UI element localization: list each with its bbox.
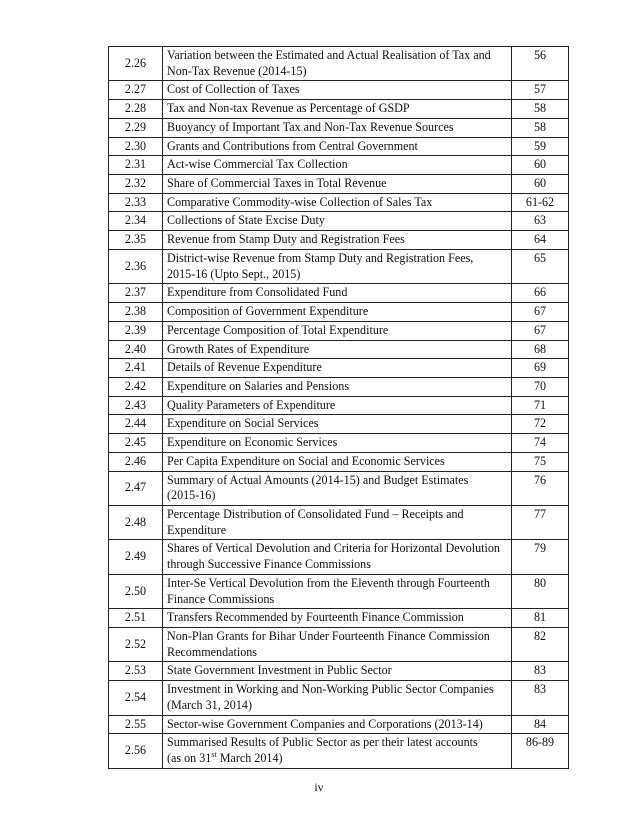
page-reference: 81 xyxy=(512,609,569,628)
table-row xyxy=(109,505,569,539)
table-title xyxy=(163,471,512,505)
page-reference: 65 xyxy=(512,249,569,283)
page-reference: 71 xyxy=(512,396,569,415)
table-number: 2.53 xyxy=(109,662,163,681)
table-row xyxy=(109,249,569,283)
page-reference: 58 xyxy=(512,100,569,119)
table-title xyxy=(163,303,512,322)
table-row xyxy=(109,137,569,156)
page-reference: 57 xyxy=(512,81,569,100)
table-number: 2.40 xyxy=(109,340,163,359)
table-title xyxy=(163,434,512,453)
table-row xyxy=(109,284,569,303)
table-number: 2.32 xyxy=(109,175,163,194)
table-row xyxy=(109,175,569,194)
page-reference: 69 xyxy=(512,359,569,378)
table-title-line: Variation between the Estimated and Actual Realisation of Tax and xyxy=(167,48,491,62)
table-title xyxy=(163,137,512,156)
table-title-line: Buoyancy of Important Tax and Non-Tax Revenue Sources xyxy=(167,119,454,134)
table-row xyxy=(109,662,569,681)
table-title-continuation: Expenditure xyxy=(167,522,227,537)
table-title xyxy=(163,396,512,415)
table-row xyxy=(109,681,569,715)
page-number: iv xyxy=(314,780,324,794)
page-reference: 76 xyxy=(512,471,569,505)
page-reference: 83 xyxy=(512,681,569,715)
page-reference: 59 xyxy=(512,137,569,156)
page-reference: 60 xyxy=(512,175,569,194)
page-reference: 80 xyxy=(512,574,569,608)
table-title-line: Revenue from Stamp Duty and Registration Fees xyxy=(167,232,405,247)
table-title-continuation: (March 31, 2014) xyxy=(167,697,252,712)
page-reference: 58 xyxy=(512,118,569,137)
table-number: 2.55 xyxy=(109,715,163,734)
contents-table xyxy=(108,46,569,769)
table-title-line: Grants and Contributions from Central Government xyxy=(167,138,418,153)
table-number: 2.30 xyxy=(109,137,163,156)
table-row xyxy=(109,415,569,434)
table-row xyxy=(109,156,569,175)
table-number: 2.46 xyxy=(109,452,163,471)
table-row xyxy=(109,47,569,81)
title-text: March 2014) xyxy=(216,751,283,766)
table-title-continuation: 2015-16 (Upto Sept., 2015) xyxy=(167,266,301,281)
table-title-line: State Government Investment in Public Sector xyxy=(167,663,392,678)
table-number: 2.28 xyxy=(109,100,163,119)
table-number: 2.48 xyxy=(109,505,163,539)
contents-table-body xyxy=(109,47,569,769)
table-title-line: Percentage Distribution of Consolidated Fund – Receipts and xyxy=(167,506,464,521)
table-row xyxy=(109,231,569,250)
table-row xyxy=(109,212,569,231)
table-title-line: District-wise Revenue from Stamp Duty and Registration Fees, xyxy=(167,250,474,265)
table-number: 2.34 xyxy=(109,212,163,231)
ordinal-suffix: st xyxy=(211,750,217,759)
table-row xyxy=(109,303,569,322)
table-number: 2.52 xyxy=(109,628,163,662)
table-title xyxy=(163,340,512,359)
table-number: 2.41 xyxy=(109,359,163,378)
table-title-line: Comparative Commodity-wise Collection of Sales Tax xyxy=(167,194,433,209)
table-number: 2.42 xyxy=(109,377,163,396)
table-number: 2.29 xyxy=(109,118,163,137)
table-row xyxy=(109,340,569,359)
page-reference: 74 xyxy=(512,434,569,453)
page-reference: 68 xyxy=(512,340,569,359)
table-title-line: Summary of Actual Amounts (2014-15) and Budget Estimates xyxy=(167,472,469,487)
table-title-line: Details of Revenue Expenditure xyxy=(167,360,322,375)
table-row xyxy=(109,540,569,574)
table-number: 2.26 xyxy=(109,47,163,81)
table-title xyxy=(163,175,512,194)
table-title-line: Quality Parameters of Expenditure xyxy=(167,397,336,412)
table-row xyxy=(109,396,569,415)
table-number: 2.33 xyxy=(109,193,163,212)
table-title-line: Expenditure on Salaries and Pensions xyxy=(167,378,350,393)
table-title-line: Inter-Se Vertical Devolution from the Eleventh through Fourteenth xyxy=(167,575,490,590)
table-title xyxy=(163,628,512,662)
table-row xyxy=(109,452,569,471)
page-reference: 79 xyxy=(512,540,569,574)
table-row xyxy=(109,118,569,137)
table-number: 2.39 xyxy=(109,321,163,340)
page-reference: 56 xyxy=(512,47,569,81)
table-row xyxy=(109,359,569,378)
table-title xyxy=(163,118,512,137)
table-row xyxy=(109,574,569,608)
table-row xyxy=(109,434,569,453)
table-row xyxy=(109,609,569,628)
table-title xyxy=(163,47,512,81)
table-title xyxy=(163,715,512,734)
table-number: 2.35 xyxy=(109,231,163,250)
page-reference: 67 xyxy=(512,321,569,340)
table-title-continuation: Recommendations xyxy=(167,644,258,659)
table-title-line: Act-wise Commercial Tax Collection xyxy=(167,157,348,172)
table-title-line: Transfers Recommended by Fourteenth Finance Commission xyxy=(167,610,464,625)
page-reference: 67 xyxy=(512,303,569,322)
table-row xyxy=(109,715,569,734)
table-title-line: Expenditure on Social Services xyxy=(167,416,319,431)
table-row xyxy=(109,734,569,768)
table-title-line: Summarised Results of Public Sector as per their latest accounts xyxy=(167,735,478,750)
table-title-line: Non-Plan Grants for Bihar Under Fourteenth Finance Commission xyxy=(167,629,490,643)
table-title-line: Share of Commercial Taxes in Total Revenue xyxy=(167,176,387,191)
table-title xyxy=(163,734,512,768)
table-number: 2.31 xyxy=(109,156,163,175)
table-title-line: Investment in Working and Non-Working Public Sector Companies xyxy=(167,682,494,697)
table-title xyxy=(163,231,512,250)
table-number: 2.56 xyxy=(109,734,163,768)
table-title-line: Percentage Composition of Total Expenditure xyxy=(167,322,389,337)
page-reference: 83 xyxy=(512,662,569,681)
table-title xyxy=(163,81,512,100)
table-number: 2.50 xyxy=(109,574,163,608)
page-reference: 63 xyxy=(512,212,569,231)
table-title-line: Sector-wise Government Companies and Corporations (2013-14) xyxy=(167,716,483,731)
page-reference: 82 xyxy=(512,628,569,662)
table-title xyxy=(163,100,512,119)
table-title xyxy=(163,212,512,231)
table-title-continuation: Finance Commissions xyxy=(167,591,275,606)
table-number: 2.37 xyxy=(109,284,163,303)
page-reference: 61-62 xyxy=(512,193,569,212)
table-title xyxy=(163,452,512,471)
table-row xyxy=(109,377,569,396)
table-title xyxy=(163,377,512,396)
table-number: 2.45 xyxy=(109,434,163,453)
table-title xyxy=(163,505,512,539)
table-number: 2.54 xyxy=(109,681,163,715)
table-number: 2.27 xyxy=(109,81,163,100)
table-title-continuation: Non-Tax Revenue (2014-15) xyxy=(167,63,307,78)
table-number: 2.43 xyxy=(109,396,163,415)
table-title-line: Tax and Non-tax Revenue as Percentage of GSDP xyxy=(167,101,410,116)
page-reference: 70 xyxy=(512,377,569,396)
table-title xyxy=(163,540,512,574)
page-reference: 66 xyxy=(512,284,569,303)
title-text: (as on 31 xyxy=(167,751,212,766)
table-title-line: Shares of Vertical Devolution and Criteria for Horizontal Devolution xyxy=(167,541,500,556)
page-reference: 72 xyxy=(512,415,569,434)
table-title xyxy=(163,681,512,715)
table-row xyxy=(109,471,569,505)
table-title-line: Collections of State Excise Duty xyxy=(167,213,325,228)
table-title xyxy=(163,609,512,628)
table-title-line: Growth Rates of Expenditure xyxy=(167,341,310,356)
table-title xyxy=(163,284,512,303)
table-title-continuation: through Successive Finance Commissions xyxy=(167,557,371,572)
table-row xyxy=(109,100,569,119)
table-title xyxy=(163,359,512,378)
table-title-line: Expenditure from Consolidated Fund xyxy=(167,285,348,300)
table-row xyxy=(109,321,569,340)
page-reference: 84 xyxy=(512,715,569,734)
table-title-line: Expenditure on Economic Services xyxy=(167,435,338,450)
table-title-line: Composition of Government Expenditure xyxy=(167,304,369,319)
table-title xyxy=(163,662,512,681)
table-title-continuation xyxy=(167,751,507,767)
table-row xyxy=(109,81,569,100)
table-title-line: Per Capita Expenditure on Social and Economic Services xyxy=(167,453,445,468)
table-number: 2.51 xyxy=(109,609,163,628)
page-reference: 77 xyxy=(512,505,569,539)
table-number: 2.38 xyxy=(109,303,163,322)
page-reference: 64 xyxy=(512,231,569,250)
table-row xyxy=(109,628,569,662)
table-number: 2.49 xyxy=(109,540,163,574)
table-row xyxy=(109,193,569,212)
table-number: 2.47 xyxy=(109,471,163,505)
table-title xyxy=(163,574,512,608)
table-title xyxy=(163,156,512,175)
page-reference: 86-89 xyxy=(512,734,569,768)
table-title-line: Cost of Collection of Taxes xyxy=(167,82,300,97)
table-title xyxy=(163,193,512,212)
page-reference: 75 xyxy=(512,452,569,471)
table-title xyxy=(163,249,512,283)
table-number: 2.36 xyxy=(109,249,163,283)
table-number: 2.44 xyxy=(109,415,163,434)
table-title xyxy=(163,321,512,340)
page-reference: 60 xyxy=(512,156,569,175)
table-title xyxy=(163,415,512,434)
table-title-continuation: (2015-16) xyxy=(167,488,216,503)
